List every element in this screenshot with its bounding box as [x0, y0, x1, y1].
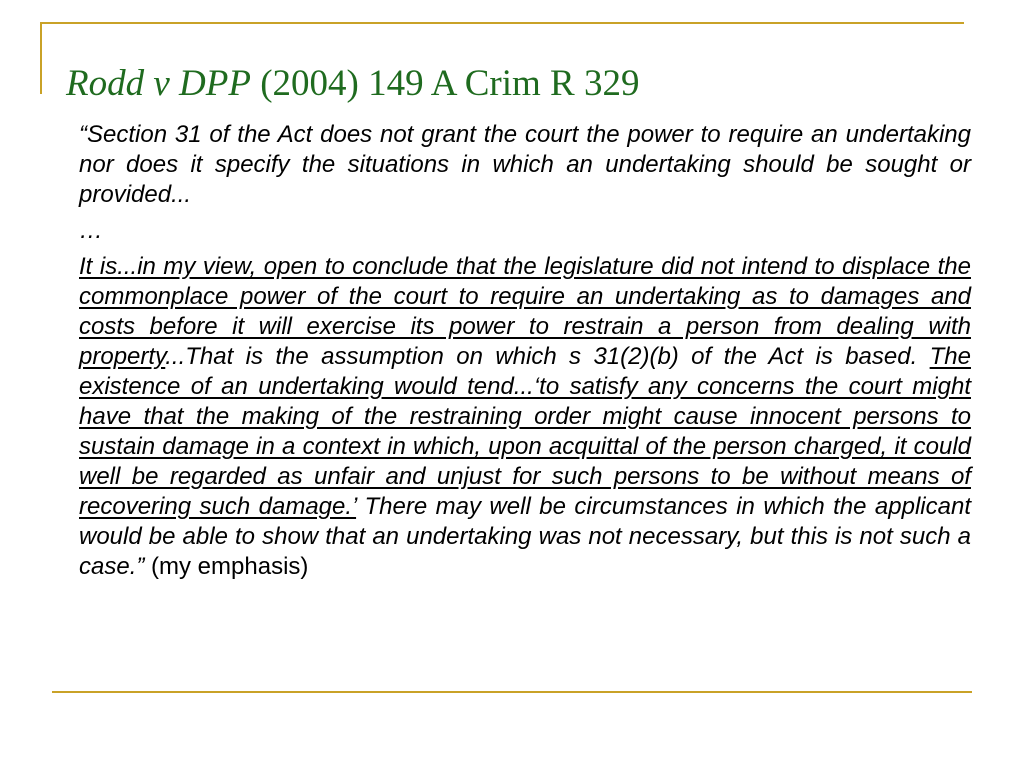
quote-paragraph-2 — [79, 252, 971, 582]
quote-ellipsis: … — [79, 217, 103, 244]
emphasis-note: (my emphasis) — [144, 553, 309, 580]
case-name: Rodd v DPP — [66, 63, 251, 104]
quote-text-2: ...That is the assumption on which s 31(2)(b) of the Act is based. — [165, 343, 930, 370]
frame-left-line — [40, 22, 42, 94]
quote-block — [79, 120, 971, 582]
citation: (2004) 149 A Crim R 329 — [250, 63, 640, 104]
quote-paragraph-1: “Section 31 of the Act does not grant the court the power to require an undertaking nor does it specify the situations in which an undertaking should be sought or provided... — [79, 121, 971, 208]
slide-title — [66, 62, 639, 106]
emphasis-underlined-1: It is...in my view, open to conclude that the legislature did not intend to displace the commonplace power of the court to require an undertaking as to damages and costs before it will exercise its power to restrain a person from dealing with property — [79, 253, 971, 370]
frame-bottom-line — [52, 691, 972, 693]
emphasis-underlined-2: The existence of an undertaking would tend...‘to satisfy any concerns the court might have that the making of the restraining order might cause innocent persons to sustain damage in a context in which, upon acquittal of the person charged, it could well be regarded as unfair and unjust for such persons to be without means of recovering such damage.’ — [79, 343, 971, 520]
quote-text-3: There may well be circumstances in which the applicant would be able to show that an undertaking was not necessary, but this is not such a case.” — [79, 493, 972, 580]
frame-top-line — [40, 22, 964, 24]
